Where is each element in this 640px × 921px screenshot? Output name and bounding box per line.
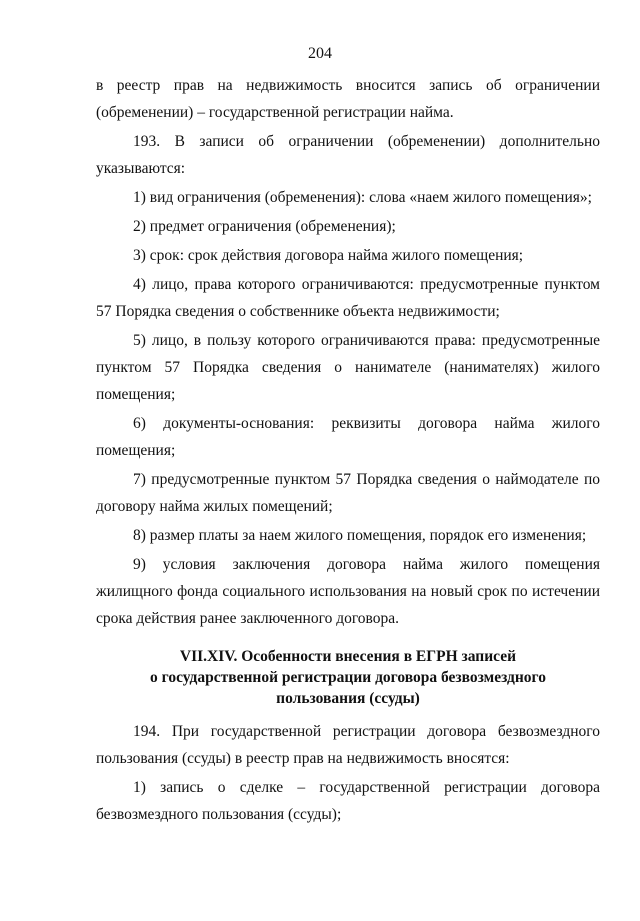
section-heading-line-3: пользования (ссуды) (276, 690, 420, 707)
paragraph-194: 194. При государственной регистрации договора безвозмездного пользования (ссуды) в реестр прав на недвижимость вносятся: (96, 723, 600, 767)
body-text-block-1 (96, 72, 600, 632)
list-item-3: 3) срок: срок действия договора найма жилого помещения; (133, 247, 524, 264)
paragraph-continuation: в реестр прав на недвижимость вносится запись об ограничении (обременении) – государственной регистрации найма. (96, 77, 600, 121)
list-item-1: 1) вид ограничения (обременения): слова «наем жилого помещения»; (133, 189, 592, 206)
list-item-7: 7) предусмотренные пунктом 57 Порядка сведения о наймодателе по договору найма жилых помещений; (96, 471, 600, 515)
list-item-5: 5) лицо, в пользу которого ограничиваются права: предусмотренные пунктом 57 Порядка сведения о нанимателе (нанимателях) жилого помещения; (96, 332, 600, 403)
section-heading-line-1: VII.XIV. Особенности внесения в ЕГРН записей (179, 648, 517, 665)
paragraph-193: 193. В записи об ограничении (обременении) дополнительно указываются: (96, 133, 600, 177)
body-text-block-2 (96, 718, 600, 828)
list-item-9: 9) условия заключения договора найма жилого помещения жилищного фонда социального использования на новый срок по истечении срока действия ранее заключенного договора. (96, 556, 600, 627)
section-heading-line-2: о государственной регистрации договора безвозмездного (150, 669, 546, 686)
list-item-8: 8) размер платы за наем жилого помещения, порядок его изменения; (133, 527, 587, 544)
page-number: 204 (308, 45, 332, 62)
list-item-4: 4) лицо, права которого ограничиваются: предусмотренные пунктом 57 Порядка сведения о собственнике объекта недвижимости; (96, 276, 600, 320)
list-item-6: 6) документы-основания: реквизиты договора найма жилого помещения; (96, 415, 600, 459)
list-item-2: 2) предмет ограничения (обременения); (133, 218, 396, 235)
section-heading (96, 646, 600, 709)
list-item-194-1: 1) запись о сделке – государственной регистрации договора безвозмездного пользования (ссуды); (96, 779, 600, 823)
